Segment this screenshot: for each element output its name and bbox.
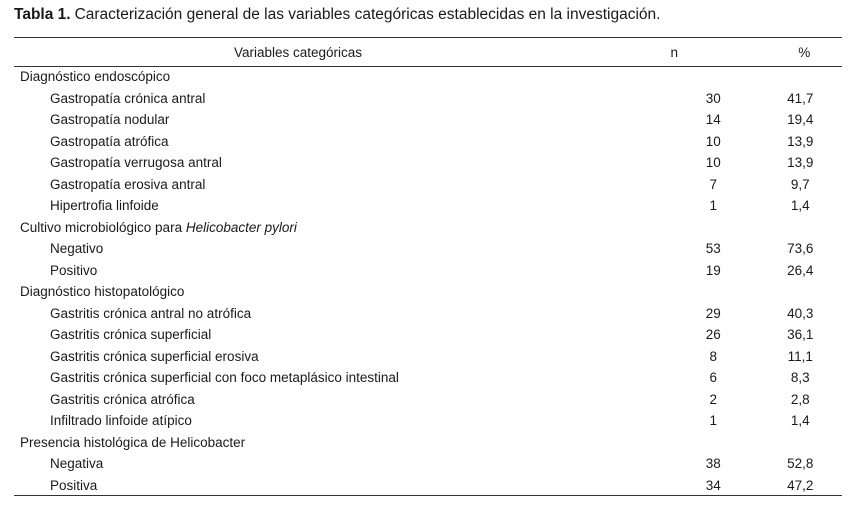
table-row (14, 152, 842, 174)
row-pct: 13,9 (787, 155, 814, 171)
table-caption (14, 6, 660, 24)
group-row (14, 66, 842, 88)
row-n: 10 (705, 133, 721, 149)
header-row (14, 38, 842, 66)
row-pct: 19,4 (787, 112, 814, 128)
header-n: n (670, 44, 679, 60)
row-label: Infiltrado linfoide atípico (50, 413, 192, 429)
header-variables: Variables categóricas (233, 44, 363, 60)
row-n: 10 (705, 155, 721, 171)
row-n: 6 (709, 370, 718, 386)
table-row (14, 367, 842, 389)
data-table (14, 38, 842, 496)
table-row (14, 174, 842, 196)
group-title-text: Diagnóstico endoscópico (20, 69, 171, 85)
group-row (14, 281, 842, 303)
row-n: 7 (709, 176, 718, 192)
table-row (14, 195, 842, 217)
row-label: Gastritis crónica superficial con foco metaplásico intestinal (50, 370, 399, 386)
row-pct: 2,8 (790, 391, 810, 407)
row-label: Positiva (50, 477, 98, 493)
row-n: 19 (705, 262, 721, 278)
table-row (14, 453, 842, 475)
row-label: Gastropatía erosiva antral (50, 176, 206, 192)
group-title (14, 217, 842, 239)
table-row (14, 303, 842, 325)
row-label: Gastropatía verrugosa antral (50, 155, 222, 171)
row-pct: 1,4 (790, 413, 810, 429)
table-row (14, 324, 842, 346)
group-title-text: Diagnóstico histopatológico (20, 284, 185, 300)
row-pct: 36,1 (787, 327, 814, 343)
group-title (14, 432, 842, 454)
group-title (14, 66, 842, 88)
table-body (14, 66, 842, 496)
row-label: Positivo (50, 262, 98, 278)
row-n: 30 (705, 90, 721, 106)
row-pct: 13,9 (787, 133, 814, 149)
group-title-italic: Helicobacter pylori (185, 219, 297, 235)
row-label: Negativo (50, 241, 104, 257)
group-row (14, 432, 842, 454)
table-row (14, 346, 842, 368)
group-title (14, 281, 842, 303)
row-label: Gastropatía atrófica (50, 133, 169, 149)
row-pct: 9,7 (790, 176, 810, 192)
table-row (14, 475, 842, 497)
row-pct: 52,8 (787, 456, 814, 472)
row-label: Gastritis crónica atrófica (50, 391, 195, 407)
row-n: 34 (705, 477, 721, 493)
group-title-text: Presencia histológica de Helicobacter (20, 434, 246, 450)
table-row (14, 109, 842, 131)
table-row (14, 238, 842, 260)
row-pct: 41,7 (787, 90, 814, 106)
row-pct: 8,3 (790, 370, 810, 386)
row-n: 1 (709, 198, 718, 214)
group-title-text: Cultivo microbiológico para (20, 219, 183, 235)
row-pct: 26,4 (787, 262, 814, 278)
row-n: 29 (705, 305, 721, 321)
row-pct: 47,2 (787, 477, 814, 493)
row-label: Gastritis crónica superficial (50, 327, 212, 343)
caption-text: Caracterización general de las variables categóricas establecidas en la investigación. (74, 6, 661, 23)
row-n: 53 (705, 241, 721, 257)
row-pct: 73,6 (787, 241, 814, 257)
caption-label: Tabla 1. (14, 6, 71, 23)
table-row (14, 88, 842, 110)
table-row (14, 131, 842, 153)
row-pct: 40,3 (787, 305, 814, 321)
row-label: Gastritis crónica antral no atrófica (50, 305, 252, 321)
row-n: 1 (709, 413, 718, 429)
table-row (14, 260, 842, 282)
row-label: Gastritis crónica superficial erosiva (50, 348, 259, 364)
row-n: 26 (705, 327, 721, 343)
row-n: 8 (709, 348, 718, 364)
group-row (14, 217, 842, 239)
row-n: 2 (709, 391, 718, 407)
row-pct: 11,1 (787, 348, 813, 364)
row-label: Hipertrofia linfoide (50, 198, 159, 214)
row-label: Gastropatía nodular (50, 112, 170, 128)
header-pct: % (798, 44, 811, 60)
row-n: 14 (705, 112, 721, 128)
row-pct: 1,4 (790, 198, 810, 214)
table-row (14, 410, 842, 432)
row-label: Gastropatía crónica antral (50, 90, 206, 106)
row-label: Negativa (50, 456, 104, 472)
row-n: 38 (705, 456, 721, 472)
table-row (14, 389, 842, 411)
